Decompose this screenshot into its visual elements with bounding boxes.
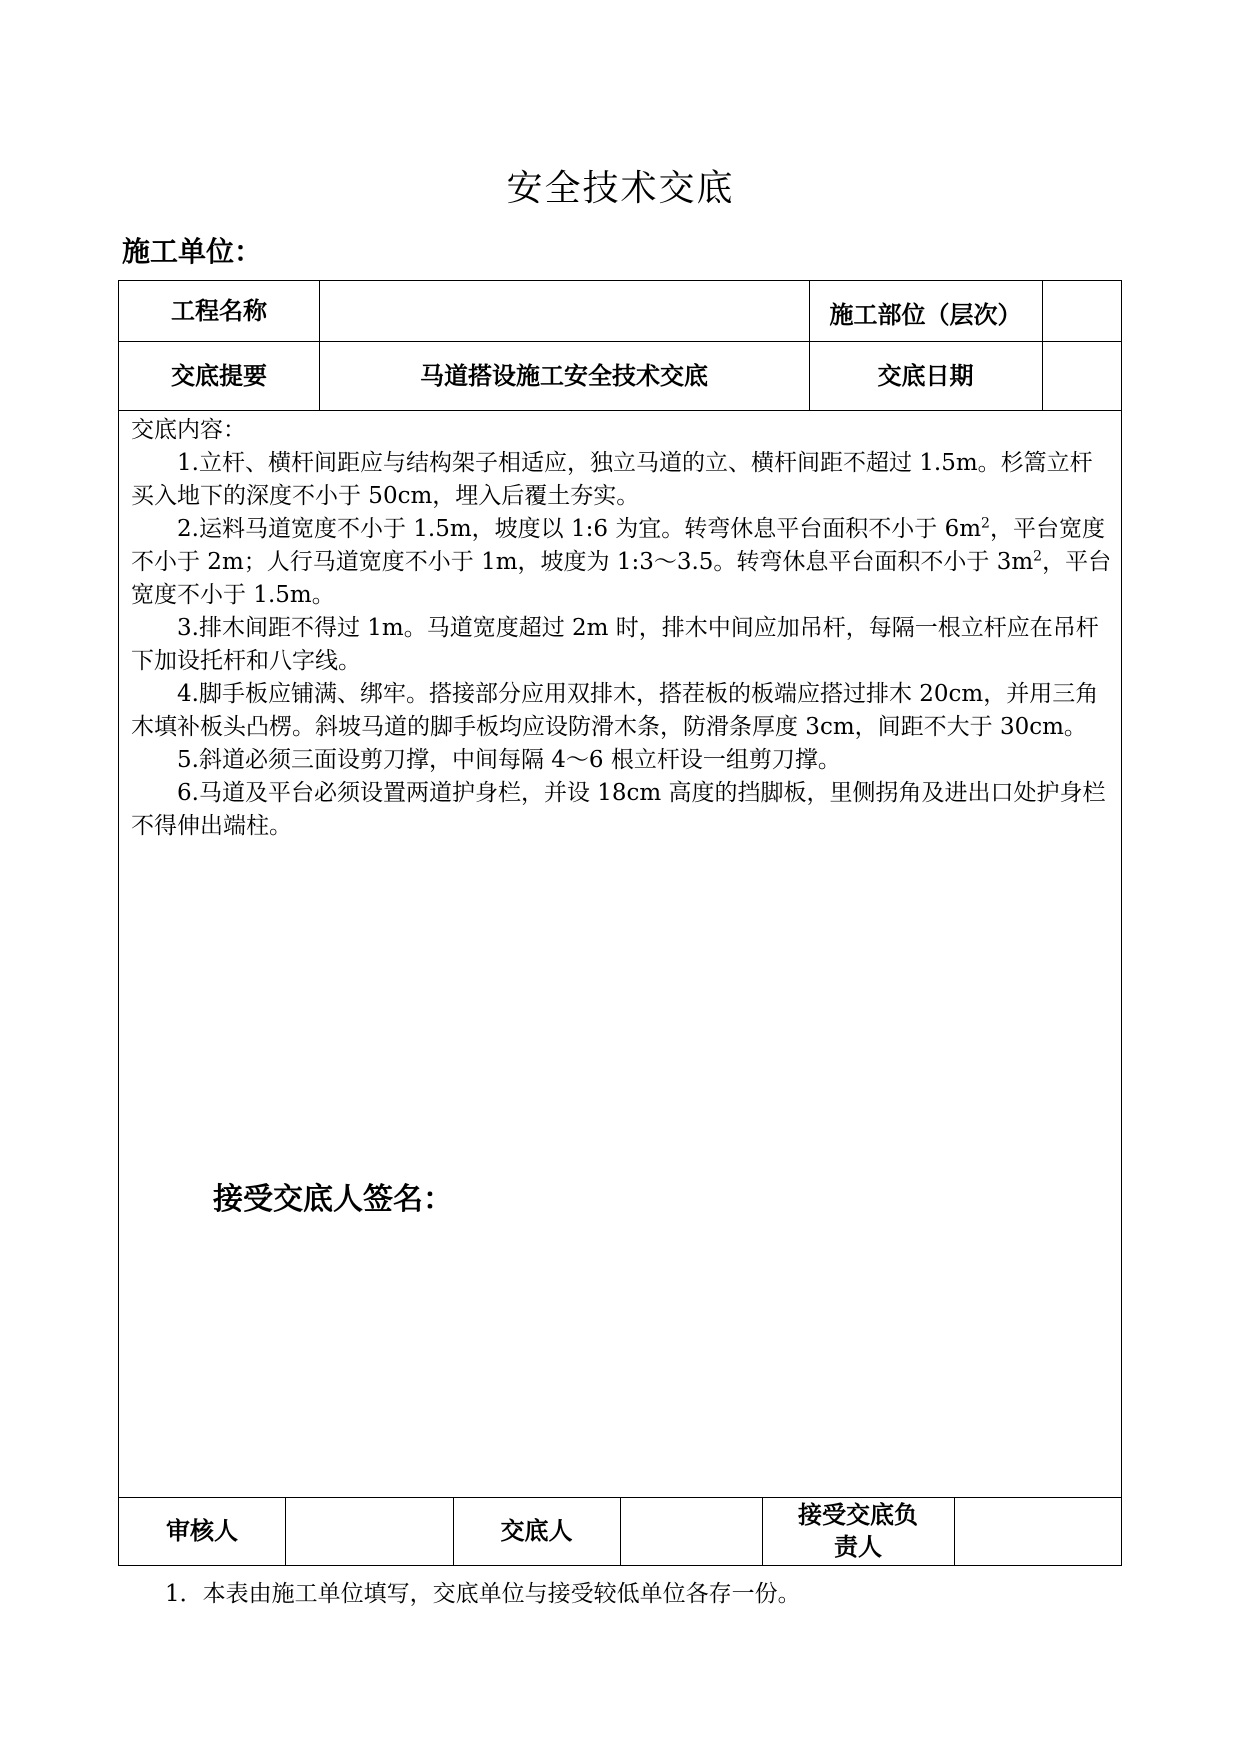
disclosure-form (118, 280, 1122, 1566)
receiver-field[interactable] (954, 1497, 1122, 1565)
content-item-2-part-a: 2.运料马道宽度不小于 1.5m，坡度以 1:6 为宜。转弯休息平台面积不小于 6m (177, 516, 982, 542)
disclosure-content (131, 414, 1113, 843)
content-item-2-part-b: ，平台宽度不小于 2m；人行马道宽度不小于 1m，坡度为 1:3～3.5。转弯休息平台面积不小于 3m (131, 516, 1105, 575)
summary-value: 马道搭设施工安全技术交底 (420, 360, 708, 390)
receiver-label: 接受交底负责人 (798, 1500, 918, 1561)
construction-unit-label: 施工单位： (122, 235, 263, 268)
superscript: 2 (981, 515, 990, 532)
page-title: 安全技术交底 (506, 168, 735, 209)
date-label: 交底日期 (877, 360, 974, 390)
reviewer-field[interactable] (285, 1497, 453, 1565)
discloser-field[interactable] (620, 1497, 762, 1565)
content-item-5: 5.斜道必须三面设剪刀撑，中间每隔 4～6 根立杆设一组剪刀撑。 (177, 747, 841, 773)
summary-label: 交底提要 (171, 360, 267, 390)
content-heading: 交底内容： (131, 417, 246, 443)
content-item-1: 1.立杆、横杆间距应与结构架子相适应，独立马道的立、横杆间距不超过 1.5m。杉篙立杆买入地下的深度不小于 50cm，埋入后覆土夯实。 (131, 450, 1093, 509)
project-name-field[interactable] (319, 281, 809, 341)
content-section (119, 410, 1121, 1497)
location-field[interactable] (1042, 281, 1122, 341)
content-item-3: 3.排木间距不得过 1m。马道宽度超过 2m 时，排木中间应加吊杆，每隔一根立杆应在吊杆下加设托杆和八字线。 (131, 615, 1099, 674)
project-name-label: 工程名称 (171, 296, 267, 325)
content-item-6: 6.马道及平台必须设置两道护身栏，并设 18cm 高度的挡脚板，里侧拐角及进出口处护身栏不得伸出端柱。 (131, 780, 1106, 839)
recipient-signature-label: 接受交底人签名： (213, 1182, 453, 1217)
content-item-4: 4.脚手板应铺满、绑牢。搭接部分应用双排木，搭茬板的板端应搭过排木 20cm，并用三角木填补板头凸楞。斜坡马道的脚手板均应设防滑木条，防滑条厚度 3cm，间距不大于 30cm。 (131, 681, 1099, 740)
reviewer-label: 审核人 (166, 1516, 238, 1545)
location-label: 施工部位（层次） (829, 300, 1022, 329)
footnote: 1．本表由施工单位填写，交底单位与接受较低单位各存一份。 (165, 1581, 801, 1607)
date-field[interactable] (1042, 341, 1122, 410)
content-item-2 (131, 513, 1113, 612)
superscript: 2 (1033, 548, 1043, 565)
discloser-label: 交底人 (500, 1516, 573, 1545)
content-item-2-part-c: ，平台宽度不小于 1.5m。 (131, 549, 1112, 608)
